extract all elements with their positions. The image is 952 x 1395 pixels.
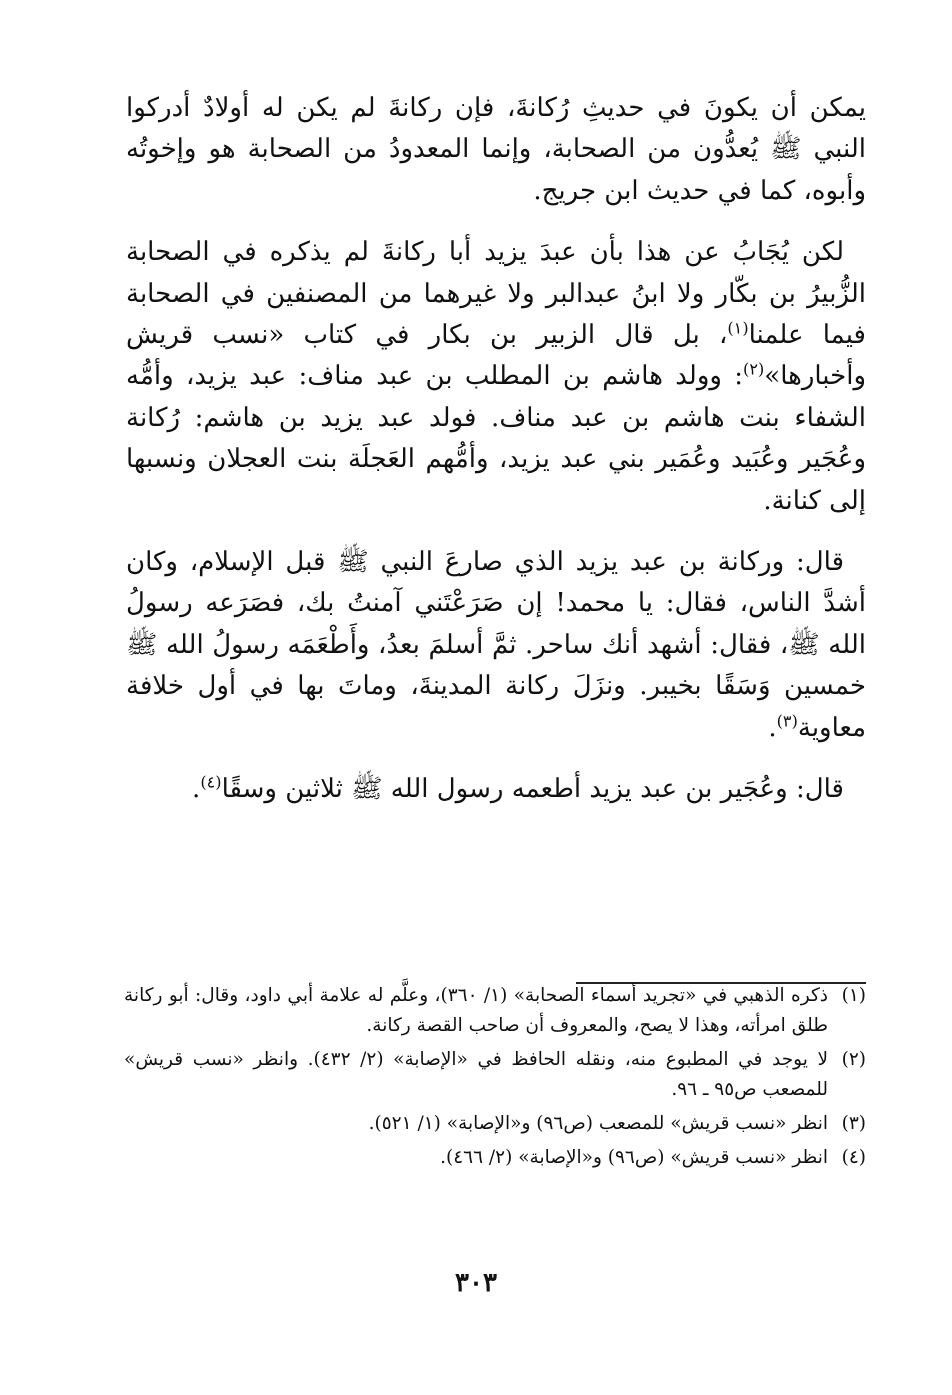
paragraph-4-end: . [192,774,201,805]
paragraph-3 [126,542,866,749]
paragraph-4 [126,769,866,810]
paragraph-2 [126,232,866,522]
footnote-text: انظر «نسب قريش» للمصعب (ص٩٦) و«الإصابة» (١/ ٥٢١). [368,1113,828,1134]
paragraph-1-text: يمكن أن يكونَ في حديثِ رُكانةَ، فإن ركانةَ لم يكن له أولادٌ أدركوا النبي ﷺ يُعدُّون من الصحابة، وإنما المعدودُ من الصحابة هو وإخوتُه وأبوه، كما في حديث ابن جريج. [126,93,866,206]
paragraph-2-text-a: لكن يُجَابُ عن هذا بأن عبدَ يزيد أبا ركانةَ لم يذكره في الصحابة الزُّبيرُ بن بكّار ولا ابنُ عبدالبر ولا غيرهما من المصنفين في الصحابة فيما علمنا [126,237,866,351]
footnote-text: لا يوجد في المطبوع منه، ونقله الحافظ في «الإصابة» (٢/ ٤٣٢). وانظر «نسب قريش» للمصعب ص٩٥ ـ ٩٦. [124,1049,828,1100]
footnote-1 [124,981,866,1041]
footnote-text: ذكره الذهبي في «تجريد أسماء الصحابة» (١/ ٣٦٠)، وعلَّم له علامة أبي داود، وقال: أبو ركانة طلق امرأته، وهذا لا يصح، والمعروف أن صاحب القصة ركانة. [124,985,829,1036]
footnote-2 [124,1045,866,1105]
footnote-4 [124,1143,866,1173]
page-number: ٣٠٣ [455,1268,497,1298]
footnote-number: (٤) [841,1147,866,1168]
footnote-ref-4[interactable]: (٤) [200,772,222,792]
paragraph-2-text-c: : وولد هاشم بن المطلب بن عبد مناف: عبد يزيد، وأمُّه الشفاء بنت هاشم بن عبد مناف. فولد عبد يزيد بن هاشم: رُكانة وعُجَير وعُبَيد وعُمَير بني عبد يزيد، وأمُّهم العَجلَة بنت العجلان ونسبها إلى كنانة. [126,361,866,516]
footnote-number: (٣) [841,1113,866,1134]
footnote-number: (٢) [841,1049,866,1070]
footnote-number: (١) [841,985,866,1006]
paragraph-3-text: قال: وركانة بن عبد يزيد الذي صارعَ النبي ﷺ قبل الإسلام، وكان أشدَّ الناس، فقال: يا محمد! إن صَرَعْتَني آمنتُ بك، فصَرَعه رسولُ الله ﷺ، فقال: أشهد أنك ساحر. ثمَّ أسلمَ بعدُ، وأَطْعَمَه رسولُ الله ﷺ خمسين وَسَقًا بخيبر. ونزَلَ ركانة المدينةَ، وماتَ بها في أول خلافة معاوية [126,547,866,743]
paragraph-3-end: . [768,712,777,743]
paragraph-2-text-b: ، بل قال الزبير بن بكار في كتاب «نسب قريش وأخبارها» [126,320,866,392]
paragraph-1 [126,88,866,212]
footnote-ref-1[interactable]: (١) [727,318,749,338]
paragraph-4-text: قال: وعُجَير بن عبد يزيد أطعمه رسول الله ﷺ ثلاثين وسقًا [221,774,844,805]
footnote-ref-2[interactable]: (٢) [743,359,765,379]
footnote-text: انظر «نسب قريش» (ص٩٦) و«الإصابة» (٢/ ٤٦٦). [440,1147,828,1168]
main-text [126,88,866,831]
footnotes [124,981,866,1177]
footnote-3 [124,1109,866,1139]
footnote-ref-3[interactable]: (٣) [776,711,798,731]
